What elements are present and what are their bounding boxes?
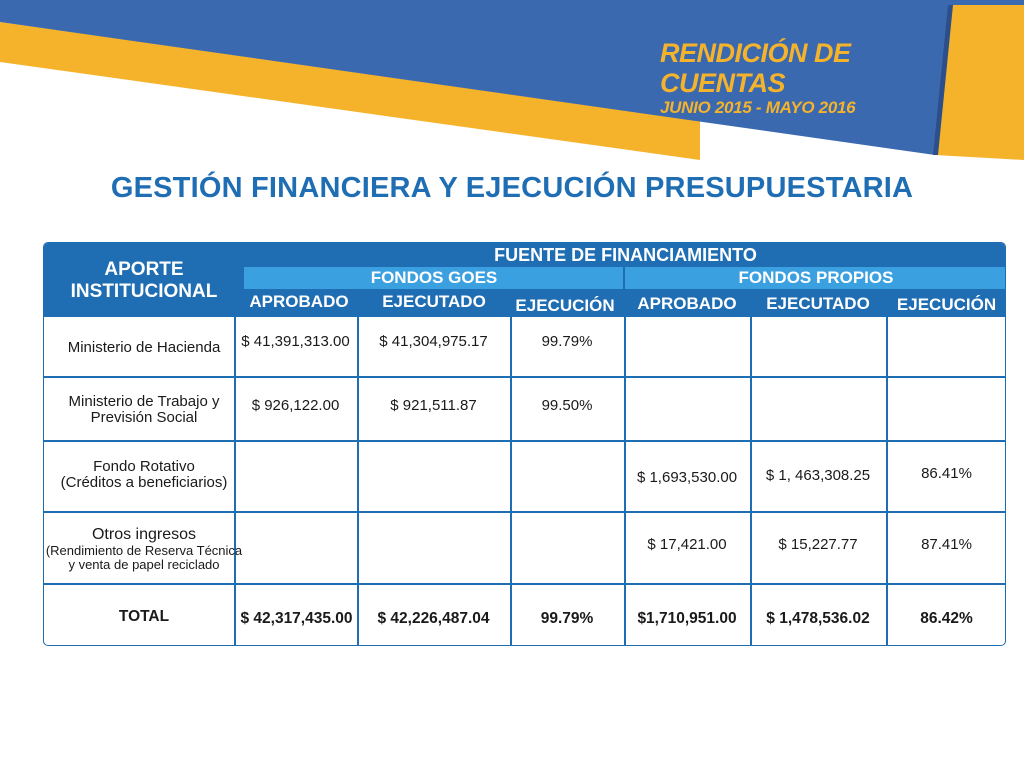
header-aprobado-propios: APROBADO (637, 294, 737, 313)
header-aporte-line2: INSTITUCIONAL (70, 281, 218, 302)
row-label-line1: Otros ingresos (91, 526, 197, 543)
goes-ejecucion-cell (510, 532, 624, 556)
propios-ejecutado-cell (750, 329, 886, 353)
goes-ejecutado-cell (357, 532, 510, 556)
propios-ejecucion-cell (886, 329, 1006, 353)
goes-aprobado-cell: $ 926,122.00 (251, 396, 340, 414)
propios-ejecucion-cell (886, 393, 1006, 417)
brand-period: JUNIO 2015 - MAYO 2016 (660, 98, 856, 117)
propios-ejecutado-cell (750, 393, 886, 417)
goes-ejecucion-cell (510, 463, 624, 487)
propios-ejecutado-cell: $ 15,227.77 (778, 535, 858, 553)
header-fuente: FUENTE DE FINANCIAMIENTO (494, 244, 757, 265)
header-fondos-goes: FONDOS GOES (370, 268, 498, 287)
row-label-line1: Fondo Rotativo (93, 458, 195, 475)
grid-line (44, 376, 1006, 378)
table-row-label (44, 521, 244, 577)
total-goes-ejecucion: 99.79% (540, 610, 594, 627)
row-label-line1: Ministerio de Trabajo y (68, 393, 220, 410)
total-goes-ejecutado: $ 42,226,487.04 (377, 610, 490, 627)
table-row-label (44, 390, 244, 430)
goes-aprobado-cell: $ 41,391,313.00 (241, 332, 350, 350)
grid-line (44, 511, 1006, 513)
propios-ejecucion-cell: 86.41% (921, 464, 972, 482)
brand-title: RENDICIÓN DE CUENTAS (660, 38, 851, 98)
row-label-line2: Previsión Social (90, 409, 198, 426)
header-fondos-propios: FONDOS PROPIOS (738, 268, 894, 287)
grid-line (44, 440, 1006, 442)
header-ejecucion-propios: EJECUCIÓN (896, 295, 997, 314)
header-ejecutado-propios: EJECUTADO (766, 294, 870, 313)
budget-table (43, 242, 1006, 646)
goes-aprobado-cell (234, 532, 357, 556)
table-row-label (44, 455, 244, 495)
propios-aprobado-cell (624, 393, 750, 417)
goes-ejecucion-cell: 99.50% (541, 396, 593, 414)
brand-logo (660, 38, 960, 118)
table-row-label (44, 333, 244, 363)
header-ejecutado-goes: EJECUTADO (382, 292, 486, 311)
header-aporte-line1: APORTE (104, 259, 184, 280)
propios-aprobado-cell: $ 17,421.00 (647, 535, 727, 553)
total-goes-aprobado: $ 42,317,435.00 (240, 610, 353, 627)
propios-aprobado-cell: $ 1,693,530.00 (636, 468, 738, 486)
total-label: TOTAL (118, 608, 170, 625)
row-label-line2: (Rendimiento de Reserva Técnica (45, 543, 243, 558)
goes-ejecutado-cell: $ 41,304,975.17 (379, 332, 488, 350)
goes-ejecucion-cell: 99.79% (541, 332, 593, 350)
goes-aprobado-cell (234, 463, 357, 487)
propios-ejecutado-cell: $ 1, 463,308.25 (765, 466, 871, 484)
page-title: GESTIÓN FINANCIERA Y EJECUCIÓN PRESUPUESTARIA (110, 172, 914, 204)
total-propios-aprobado: $1,710,951.00 (637, 610, 737, 627)
propios-aprobado-cell (624, 329, 750, 353)
header-aprobado-goes: APROBADO (249, 292, 349, 311)
goes-ejecutado-cell: $ 921,511.87 (390, 396, 477, 414)
propios-ejecucion-cell: 87.41% (921, 535, 972, 553)
header-ejecucion-goes: EJECUCIÓN (515, 296, 615, 315)
grid-line (44, 583, 1006, 585)
header-aporte (44, 251, 244, 311)
row-label-line2: (Créditos a beneficiarios) (60, 474, 228, 491)
row-label: Ministerio de Hacienda (67, 339, 221, 356)
goes-ejecutado-cell (357, 463, 510, 487)
total-propios-ejecucion: 86.42% (920, 610, 973, 627)
total-propios-ejecutado: $ 1,478,536.02 (766, 610, 870, 627)
row-label-line3: y venta de papel reciclado (68, 557, 220, 572)
